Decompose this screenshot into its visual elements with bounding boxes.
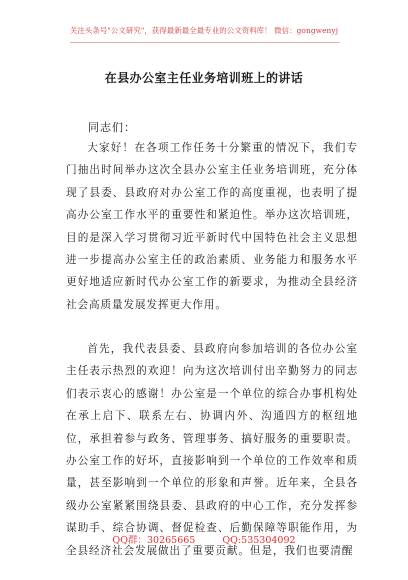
header-divider <box>70 42 340 43</box>
paragraph-2: 首先，我代表县委、县政府向参加培训的各位办公室主任表示热烈的欢迎！向为这次培训付出辛勤努力的同志们表示衷心的感谢！办公室是一个单位的综合办事机构处在承上启下、联系左右、协调内外、沟通四方的枢纽地位，承担着参与政务、管理事务、搞好服务的重要职责。办公室工作的好坏，直接影响到一个单位的工作效率和质量，甚至影响到一个单位的形象和声誉。近年来，全县各级办公室紧紧围绕县委、县政府的中心工作，充分发挥参谋助手、综合协调、督促检查、后勤保障等职能作用，为全县经济社会发展做出了重要贡献。但是，我们也要清醒 <box>66 343 358 557</box>
footer-contact <box>0 532 408 552</box>
document-title: 在县办公室主任业务培训班上的讲话 <box>104 71 304 85</box>
footer-qq: QQ:535304092 <box>222 535 296 546</box>
salutation: 同志们： <box>88 121 136 134</box>
footer-qq-group: QQ群：30265665 <box>112 535 196 546</box>
paragraph-1: 大家好！在各项工作任务十分繁重的情况下，我们专门抽出时间举办这次全县办公室主任业务培训班，充分体现了县委、县政府对办公室工作的高度重视，也表明了提高办公室工作水平的重要性和紧迫性。举办这次培训班，目的是深入学习贯彻习近平新时代中国特色社会主义思想进一步提高办公室主任的政治素质、业务能力和服务水平更好地适应新时代办公室工作的新要求，为推动全县经济社会高质量发展发挥更大作用。 <box>66 142 358 311</box>
header-note: 关注头条号"公文研究"，获得最新最全最专业的公文资料库！ 微信：gongwenyj <box>69 26 339 35</box>
